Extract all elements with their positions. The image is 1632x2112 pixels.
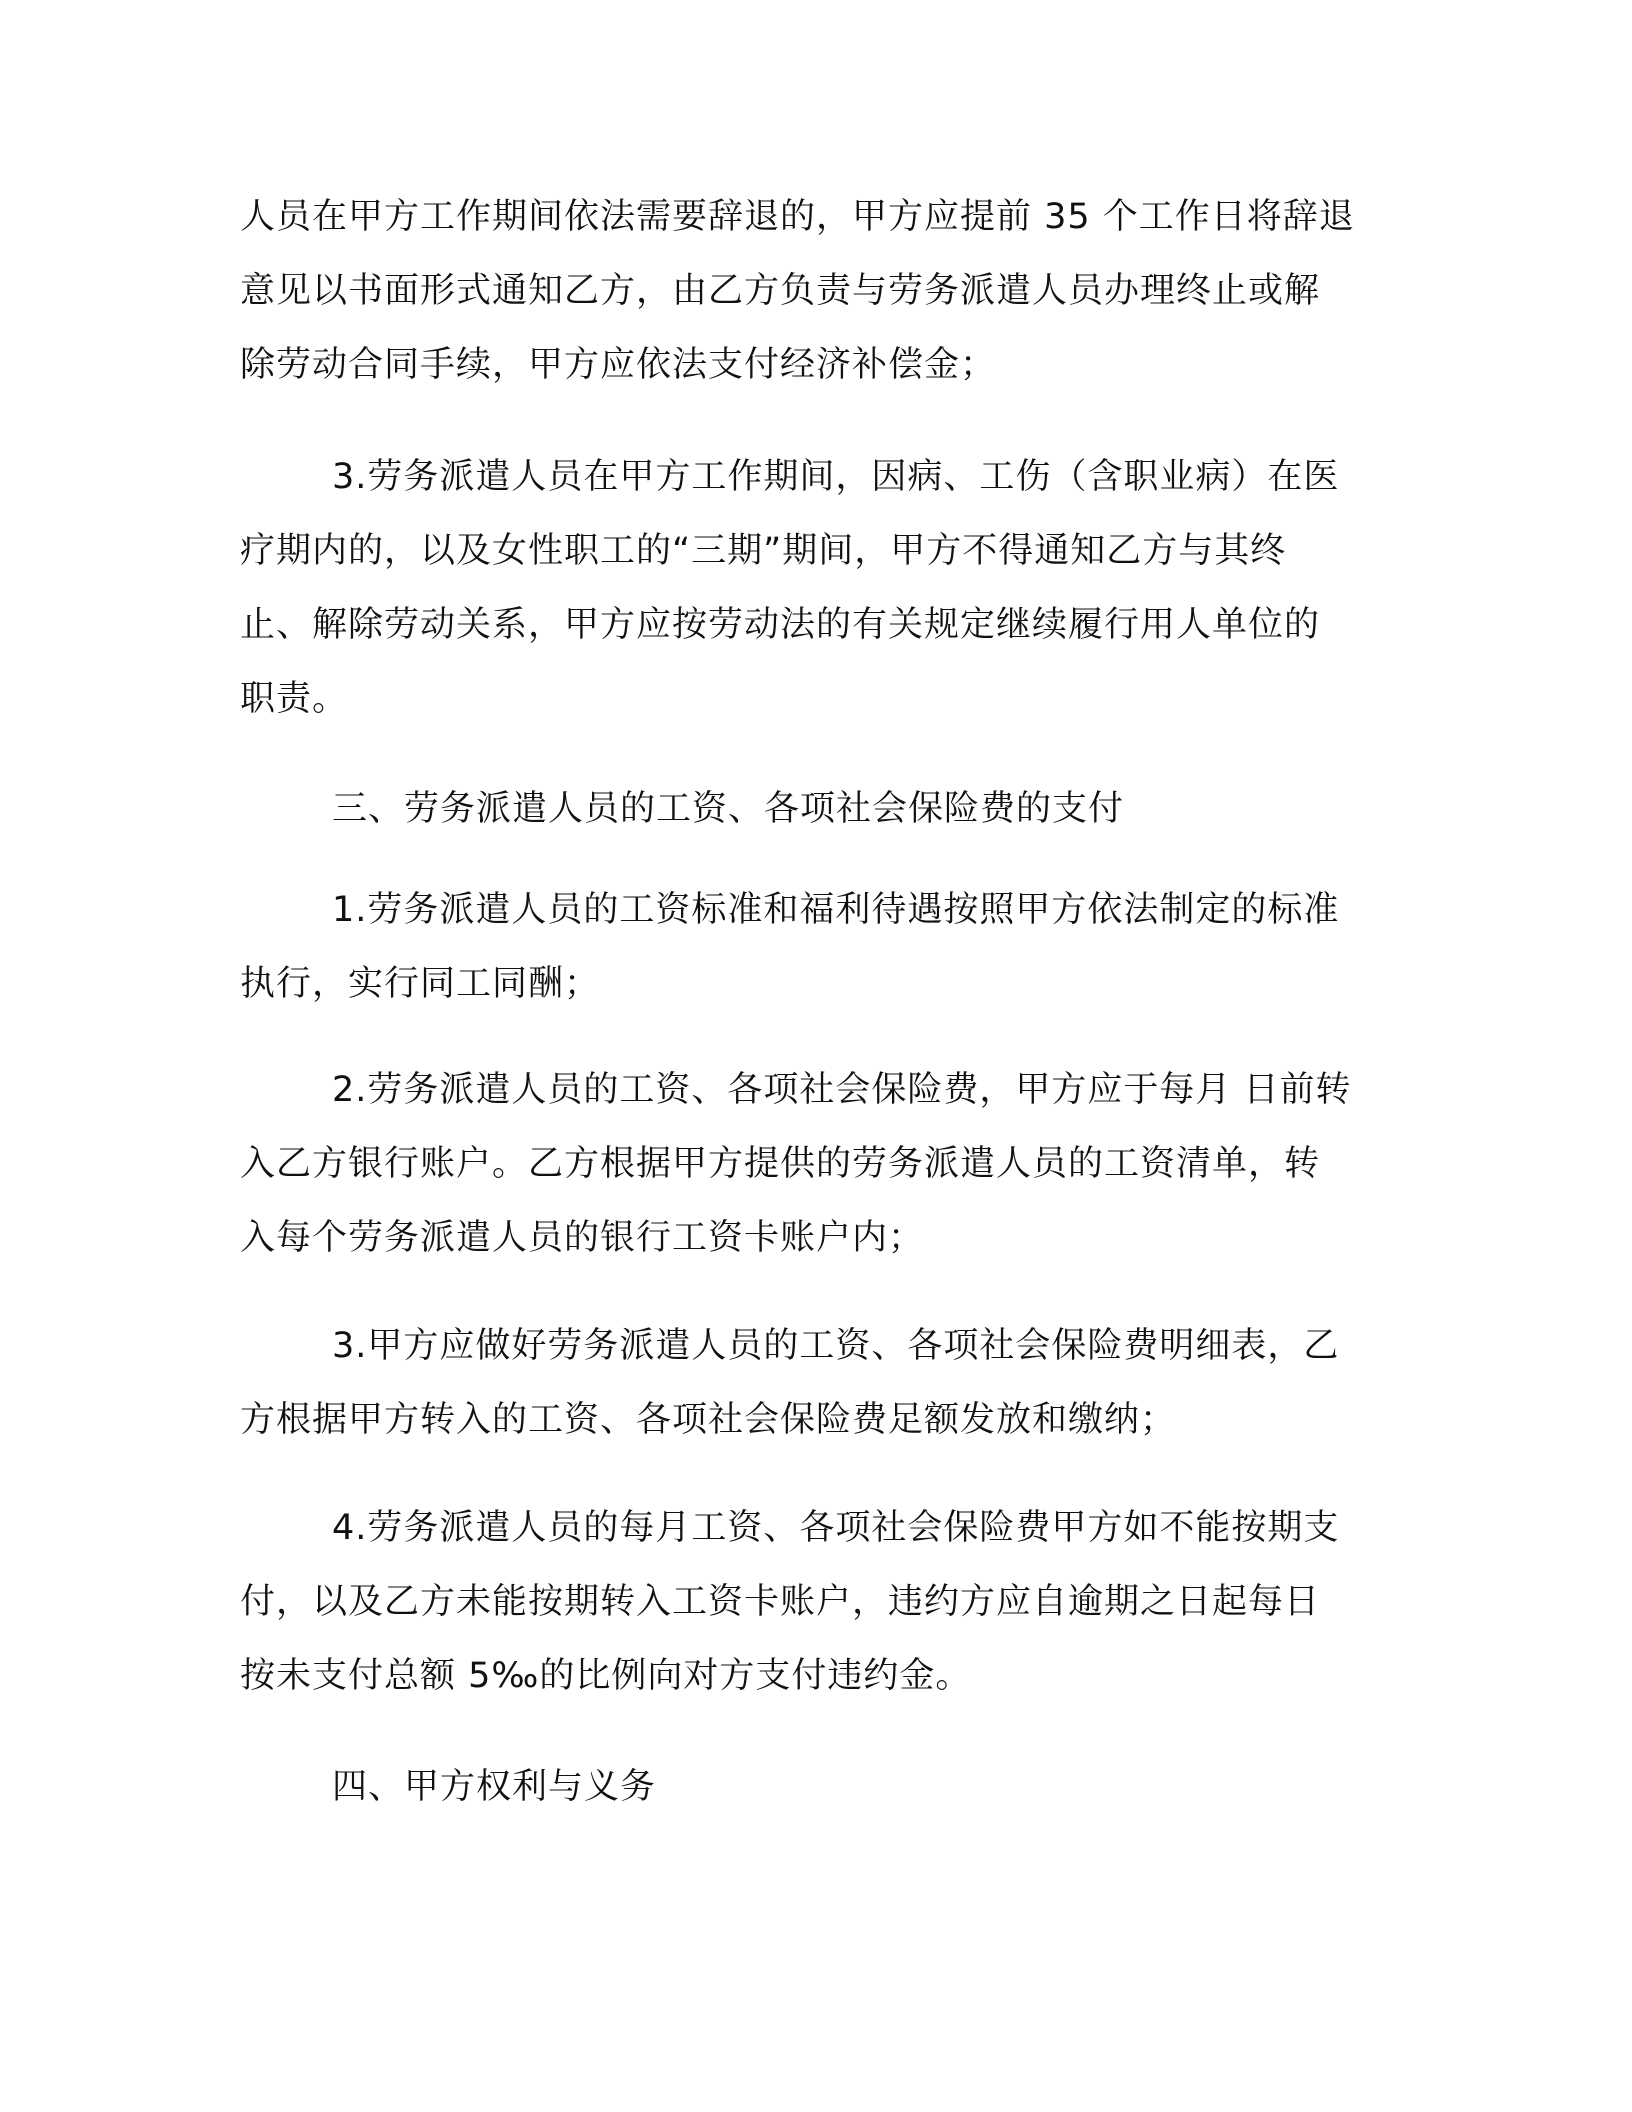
paragraph-line: 入乙方银行账户。乙方根据甲方提供的劳务派遣人员的工资清单，转 xyxy=(240,1144,1321,1184)
paragraph-line: 2.劳务派遣人员的工资、各项社会保险费，甲方应于每月 日前转 xyxy=(332,1070,1352,1110)
section-heading: 三、劳务派遣人员的工资、各项社会保险费的支付 xyxy=(332,789,1125,829)
paragraph-line: 疗期内的，以及女性职工的“三期”期间，甲方不得通知乙方与其终 xyxy=(240,531,1287,571)
paragraph-line: 3.劳务派遣人员在甲方工作期间，因病、工伤（含职业病）在医 xyxy=(332,457,1340,497)
paragraph-line: 方根据甲方转入的工资、各项社会保险费足额发放和缴纳； xyxy=(240,1400,1177,1440)
paragraph-line: 止、解除劳动关系，甲方应按劳动法的有关规定继续履行用人单位的 xyxy=(240,605,1321,645)
paragraph-line: 3.甲方应做好劳务派遣人员的工资、各项社会保险费明细表，乙 xyxy=(332,1326,1340,1366)
paragraph-line: 职责。 xyxy=(240,679,349,719)
paragraph-line: 1.劳务派遣人员的工资标准和福利待遇按照甲方依法制定的标准 xyxy=(332,890,1340,930)
paragraph-line: 除劳动合同手续，甲方应依法支付经济补偿金； xyxy=(240,345,997,385)
paragraph-line: 按未支付总额 5‰的比例向对方支付违约金。 xyxy=(240,1656,972,1696)
section-heading: 四、甲方权利与义务 xyxy=(332,1767,657,1807)
paragraph-line: 意见以书面形式通知乙方，由乙方负责与劳务派遣人员办理终止或解 xyxy=(240,271,1321,311)
paragraph-line: 4.劳务派遣人员的每月工资、各项社会保险费甲方如不能按期支 xyxy=(332,1508,1340,1548)
paragraph-line: 人员在甲方工作期间依法需要辞退的，甲方应提前 35 个工作日将辞退 xyxy=(240,197,1355,237)
paragraph-line: 付，以及乙方未能按期转入工资卡账户，违约方应自逾期之日起每日 xyxy=(240,1582,1321,1622)
paragraph-line: 入每个劳务派遣人员的银行工资卡账户内； xyxy=(240,1218,925,1258)
paragraph-line: 执行，实行同工同酬； xyxy=(240,964,601,1004)
